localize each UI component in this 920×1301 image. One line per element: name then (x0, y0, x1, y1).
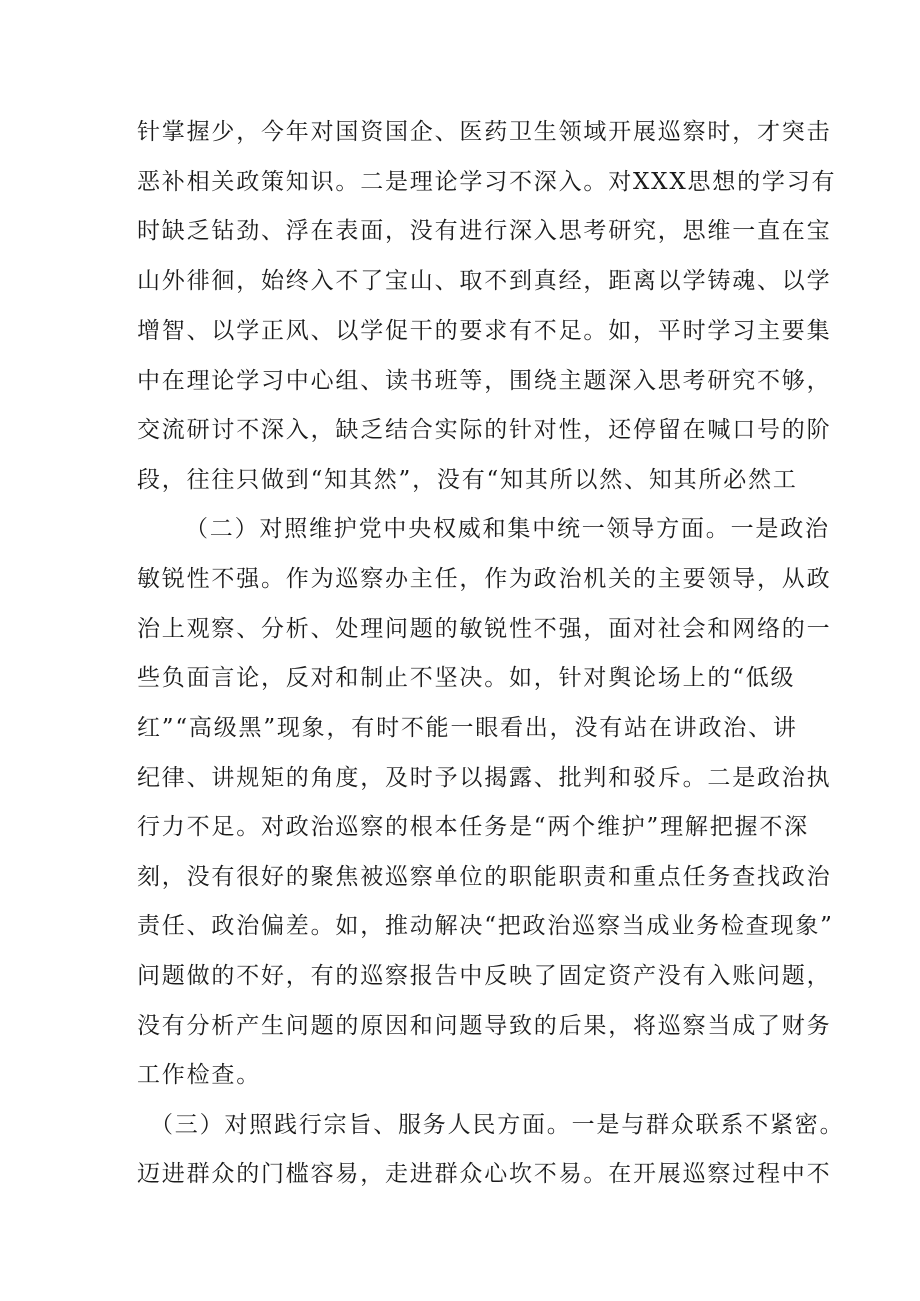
text-line: 恶补相关政策知识。二是理论学习不深入。对XXX思想的学习有 (137, 169, 837, 195)
text-line: 中在理论学习中心组、读书班等，围绕主题深入思考研究不够， (137, 368, 832, 394)
text-line: 段，往往只做到“知其然”，没有“知其所以然、知其所必然工 (137, 467, 798, 493)
text-line: 山外徘徊，始终入不了宝山、取不到真经，距离以学铸魂、以学 (137, 268, 832, 294)
section-heading-line: （二）对照维护党中央权威和集中统一领导方面。一是政治 (185, 516, 830, 542)
text-line: 敏锐性不强。作为巡察办主任，作为政治机关的主要领导，从政 (137, 566, 832, 592)
text-line: 没有分析产生问题的原因和问题导致的后果，将巡察当成了财务 (137, 1013, 832, 1039)
text-line: 纪律、讲规矩的角度，及时予以揭露、批判和驳斥。二是政治执 (137, 765, 832, 791)
text-line: 迈进群众的门槛容易，走进群众心坎不易。在开展巡察过程中不 (137, 1161, 832, 1187)
text-line: 增智、以学正风、以学促干的要求有不足。如，平时学习主要集 (137, 318, 832, 344)
text-line: 些负面言论，反对和制止不坚决。如，针对舆论场上的“低级 (137, 665, 796, 691)
text-line: 交流研讨不深入，缺乏结合实际的针对性，还停留在喊口号的阶 (137, 417, 832, 443)
text-line: 针掌握少，今年对国资国企、医药卫生领域开展巡察时，才突击 (137, 119, 832, 145)
text-line: 问题做的不好，有的巡察报告中反映了固定资产没有入账问题， (137, 963, 832, 989)
text-line: 刻，没有很好的聚焦被巡察单位的职能职责和重点任务查找政治 (137, 864, 832, 890)
section-heading-line: （三）对照践行宗旨、服务人民方面。一是与群众联系不紧密。 (150, 1112, 845, 1138)
text-line: 治上观察、分析、处理问题的敏锐性不强，面对社会和网络的一 (137, 616, 832, 642)
text-line: 工作检查。 (137, 1062, 261, 1088)
text-line: 红”“高级黑”现象，有时不能一眼看出，没有站在讲政治、讲 (137, 715, 798, 741)
text-line: 责任、政治偏差。如，推动解决“把政治巡察当成业务检查现象” (137, 913, 834, 939)
text-line: 时缺乏钻劲、浮在表面，没有进行深入思考研究，思维一直在宝 (137, 218, 832, 244)
text-line: 行力不足。对政治巡察的根本任务是“两个维护”理解把握不深 (137, 814, 809, 840)
